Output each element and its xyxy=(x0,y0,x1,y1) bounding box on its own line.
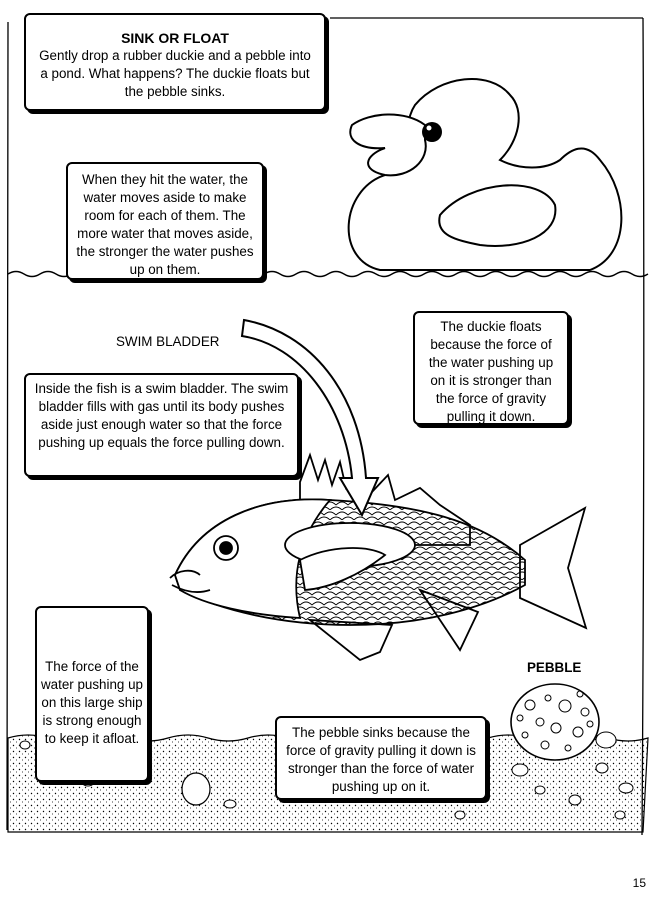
water-moves-text: When they hit the water, the water moves aside to make room for each of them. The more water that moves aside, the stronger the water pushes up on them. xyxy=(76,172,254,277)
ship-box xyxy=(35,606,149,782)
duckie-floats-text: The duckie floats because the force of the water pushing up on it is stronger than the force of gravity pulling it down. xyxy=(428,319,554,424)
sink-or-float-title: SINK OR FLOAT xyxy=(121,30,229,46)
duckie-floats-box xyxy=(413,311,569,425)
ship-text: The force of the water pushing up on this large ship is strong enough to keep it afloat. xyxy=(41,659,143,746)
water-moves-box xyxy=(66,162,264,280)
swim-bladder-text: Inside the fish is a swim bladder. The swim bladder fills with gas until its body pushes aside just enough water so that the force pushing up equals the force pulling down. xyxy=(34,381,289,450)
pebble-icon xyxy=(511,684,599,760)
swim-bladder-label: SWIM BLADDER xyxy=(116,334,220,349)
fish-icon xyxy=(170,455,586,660)
page-number: 15 xyxy=(632,876,646,890)
pebble-text: The pebble sinks because the force of gravity pulling it down is stronger than the force of water pushing up on it. xyxy=(286,725,476,794)
sink-or-float-text: Gently drop a rubber duckie and a pebble into a pond. What happens? The duckie floats but the pebble sinks. xyxy=(39,48,311,99)
sink-or-float-box xyxy=(24,13,326,111)
pebble-label: PEBBLE xyxy=(527,660,582,675)
rubber-duck-icon xyxy=(349,79,622,270)
swim-bladder-box xyxy=(24,373,299,477)
pebble-box xyxy=(275,716,487,800)
